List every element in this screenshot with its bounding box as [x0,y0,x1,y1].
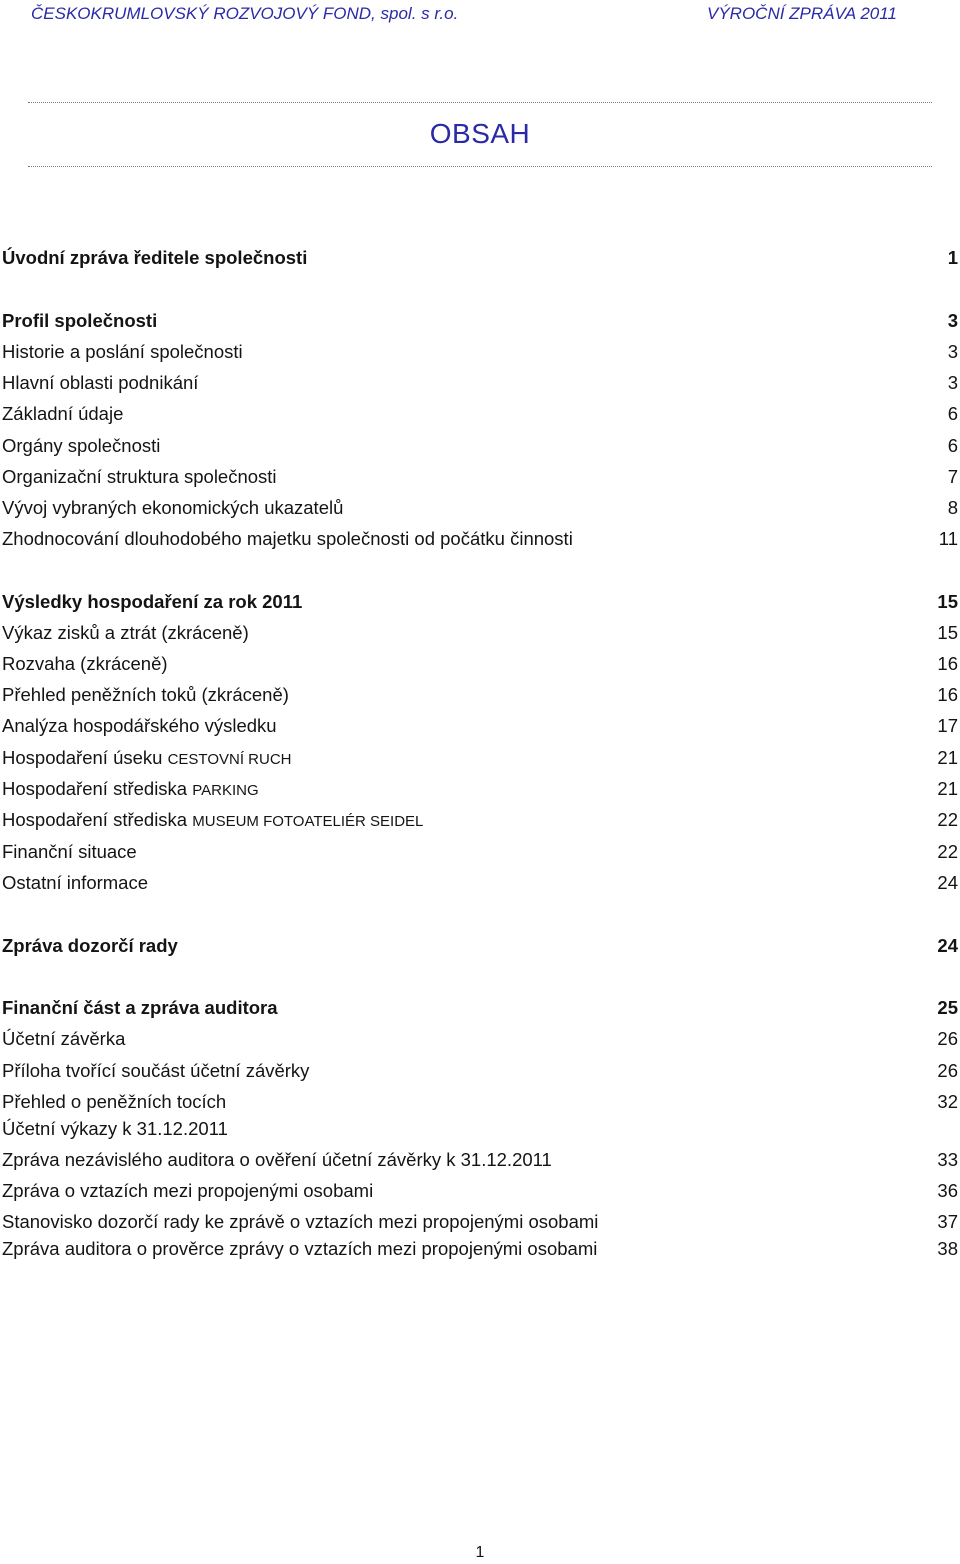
toc-entry-page: 26 [937,1028,958,1049]
toc-entry-label-smallcaps: PARKING [192,782,259,799]
toc-section-entry [2,309,958,333]
toc-entry-label [2,621,249,645]
toc-entry-label [2,1027,125,1051]
toc-entry [2,1059,958,1083]
toc-entry [2,434,958,458]
toc-entry-page: 22 [937,809,958,830]
toc-entry-label [2,309,157,333]
toc-entry-label [2,808,423,834]
toc-entry [2,871,958,895]
toc-entry-page: 15 [937,591,958,612]
toc-entry-label-text: Profil společnosti [2,310,158,331]
toc-entry-page: 7 [947,466,958,487]
toc-entry-label [2,777,259,803]
toc-entry-page: 24 [937,935,958,956]
toc-entry [2,714,958,738]
toc-entry-label-text: Výkaz zisků a ztrát (zkráceně) [2,622,249,643]
toc-entry-label [2,1148,552,1172]
toc-entry-label [2,1090,226,1114]
toc-entry-page: 8 [947,497,958,518]
toc-entry-label-text: Hospodaření úseku [2,747,168,768]
toc-entry-page: 11 [938,528,958,549]
toc-entry-page: 21 [937,747,958,768]
toc-entry-label-text: Analýza hospodářského výsledku [2,715,277,736]
toc-entry-page: 1 [947,247,958,268]
header-report-title: VÝROČNÍ ZPRÁVA 2011 [707,4,897,23]
toc-entry-page: 25 [937,997,958,1018]
toc-entry-label [2,246,307,270]
toc-entry-label [2,590,302,614]
toc-entry [2,1237,958,1261]
toc-entry-page: 38 [937,1238,958,1259]
toc-entry-label-text: Finanční situace [2,841,137,862]
toc-entry [2,1179,958,1203]
toc-entry-label [2,996,278,1020]
toc-entry-label-text: Přehled o peněžních tocích [2,1091,227,1112]
toc-entry-label [2,1237,597,1261]
toc-entry-label-text: Vývoj vybraných ekonomických ukazatelů [2,497,344,518]
toc-entry-label [2,746,292,772]
toc-entry-label [2,1210,598,1234]
toc-entry [2,1090,958,1114]
toc-entry-label-text: Organizační struktura společnosti [2,466,277,487]
toc-section-entry [2,246,958,270]
toc-entry-label [2,714,277,738]
toc-entry-label [2,402,123,426]
toc-entry-page: 17 [937,715,958,736]
toc-entry [2,340,958,364]
toc-entry-page: 32 [937,1091,958,1112]
toc-entry [2,808,958,832]
toc-entry-label-text: Výsledky hospodaření za rok 2011 [2,591,303,612]
toc-entry-label [2,652,168,676]
toc-entry [2,840,958,864]
toc-entry-label-text: Příloha tvořící součást účetní závěrky [2,1060,310,1081]
toc-entry-label-smallcaps: CESTOVNÍ RUCH [167,751,292,768]
toc-entry [2,496,958,520]
toc-entry-page: 33 [937,1149,958,1170]
toc-entry-label-text: Zpráva nezávislého auditora o ověření účetní závěrky k 31.12.2011 [2,1149,552,1170]
toc-entry [2,746,958,770]
toc-entry-label [2,1059,309,1083]
toc-entry-label [2,840,137,864]
toc-entry [2,777,958,801]
toc-entry-label-text: Historie a poslání společnosti [2,341,243,362]
title-rule-top [28,102,932,103]
toc-entry-label [2,1117,228,1141]
toc-entry-label-text: Zpráva dozorčí rady [2,935,178,956]
toc-entry-label-text: Přehled peněžních toků (zkráceně) [2,684,289,705]
toc-entry-label [2,871,148,895]
running-header [0,4,960,26]
toc-entry [2,1210,958,1234]
toc-entry-label-text: Ostatní informace [2,872,149,893]
toc-section-entry [2,996,958,1020]
toc-entry-label [2,934,178,958]
toc-entry-label-text: Základní údaje [2,403,124,424]
toc-entry [2,402,958,426]
toc-entry-label-text: Orgány společnosti [2,435,161,456]
toc-entry-page: 26 [937,1060,958,1081]
toc-entry-label [2,527,573,551]
toc-entry-page: 6 [947,403,958,424]
toc-entry-label [2,465,277,489]
toc-entry-label [2,340,243,364]
toc-entry [2,1148,958,1172]
toc-section-entry [2,934,958,958]
toc-entry [2,1027,958,1051]
toc-entry-page: 36 [937,1180,958,1201]
toc-entry-label-text: Zhodnocování dlouhodobého majetku společnosti od počátku činnosti [2,528,573,549]
page-number: 1 [475,1544,485,1561]
toc-entry-label-text: Rozvaha (zkráceně) [2,653,168,674]
toc-entry [2,621,958,645]
toc-entry-label [2,434,160,458]
toc-entry-label [2,683,289,707]
toc-entry [2,465,958,489]
toc-entry-label-smallcaps: MUSEUM FOTOATELIÉR SEIDEL [192,813,424,830]
toc-entry-page: 3 [947,341,958,362]
toc-entry-page: 21 [937,778,958,799]
toc-entry-page: 6 [947,435,958,456]
title-rule-bottom [28,166,932,167]
header-company-name: ČESKOKRUMLOVSKÝ ROZVOJOVÝ FOND, spol. s r.o. [31,4,459,23]
toc-entry-label-text: Účetní závěrka [2,1028,126,1049]
toc-entry-page: 3 [947,310,958,331]
toc-entry-label-text: Hospodaření střediska [2,778,193,799]
toc-entry-page: 3 [947,372,958,393]
toc-entry-page: 22 [937,841,958,862]
toc-entry [2,683,958,707]
toc-entry-page: 24 [937,872,958,893]
toc-entry-label-text: Účetní výkazy k 31.12.2011 [2,1118,228,1139]
toc-entry-label [2,371,198,395]
toc-entry-label [2,496,343,520]
toc-entry-label [2,1179,373,1203]
toc-entry-label-text: Hlavní oblasti podnikání [2,372,199,393]
toc-entry-label-text: Úvodní zpráva ředitele společnosti [2,247,308,268]
toc-entry-label-text: Finanční část a zpráva auditora [2,997,278,1018]
toc-entry-label-text: Zpráva o vztazích mezi propojenými osobami [2,1180,374,1201]
toc-entry-label-text: Hospodaření střediska [2,809,193,830]
toc-entry [2,527,958,551]
toc-entry [2,1117,958,1141]
toc-entry [2,371,958,395]
toc-entry-label-text: Zpráva auditora o prověrce zprávy o vztazích mezi propojenými osobami [2,1238,598,1259]
toc-entry [2,652,958,676]
toc-section-entry [2,590,958,614]
toc-entry-page: 37 [937,1211,958,1232]
toc-entry-page: 15 [937,622,958,643]
toc-entry-label-text: Stanovisko dozorčí rady ke zprávě o vztazích mezi propojenými osobami [2,1211,599,1232]
toc-entry-page: 16 [937,653,958,674]
toc-entry-page: 16 [937,684,958,705]
page-title: OBSAH [429,118,531,149]
